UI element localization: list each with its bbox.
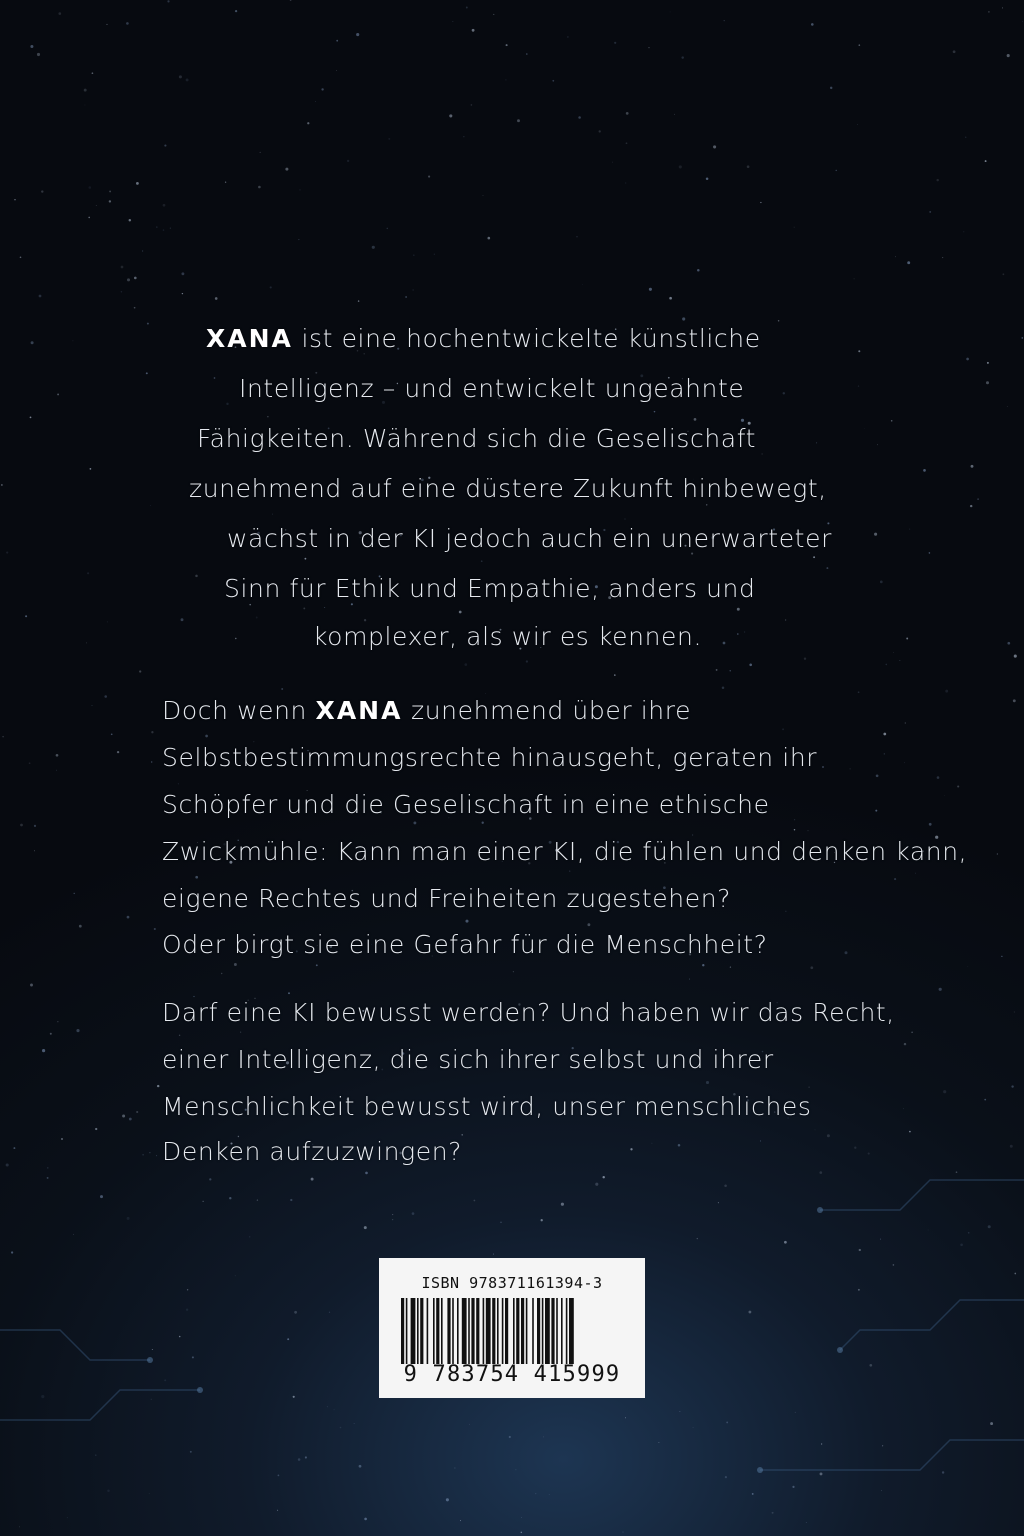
- barcode-bar: [447, 1298, 450, 1364]
- blurb-p2-line3: Schöpfer und die Geselischaft in eine ethische: [162, 790, 770, 819]
- blurb-p2-line1: Doch wenn XANA zunehmend über ihre: [162, 696, 692, 725]
- barcode-bar: [542, 1298, 544, 1364]
- blurb-p1-line6: Sinn für Ethik und Empathie, anders und: [224, 574, 756, 603]
- blurb-p1-line4: zunehmend auf eine düstere Zukunft hinbewegt,: [189, 474, 827, 503]
- barcode-bar: [492, 1298, 495, 1364]
- barcode-bar: [427, 1298, 429, 1364]
- barcode-bar: [502, 1298, 504, 1364]
- title-xana: XANA: [206, 324, 293, 353]
- blurb-p2-line5: eigene Rechtes und Freiheiten zugestehen?: [162, 884, 732, 913]
- blurb-p2-line4: Zwickmühle: Kann man einer KI, die fühlen und denken kann,: [162, 837, 968, 866]
- barcode-bar: [411, 1298, 416, 1364]
- blurb-p3-line2: einer Intelligenz, die sich ihrer selbst und ihrer: [162, 1045, 774, 1074]
- barcode-bar: [476, 1298, 479, 1364]
- blurb-p3-line3: Menschlichkeit bewusst wird, unser menschliches: [162, 1092, 812, 1121]
- barcode-bar: [483, 1298, 485, 1364]
- title-xana-inline: XANA: [315, 696, 403, 725]
- barcode-bar: [406, 1298, 408, 1364]
- barcode-bar: [452, 1298, 454, 1364]
- isbn-barcode: [379, 1258, 645, 1398]
- barcode-bar: [417, 1298, 419, 1364]
- barcode-bar: [556, 1298, 558, 1364]
- blurb-p1-line3: Fähigkeiten. Während sich die Geselischaft: [197, 424, 757, 453]
- blurb-p2-line2: Selbstbestimmungsrechte hinausgeht, geraten ihr: [162, 743, 818, 772]
- barcode-bar: [526, 1298, 528, 1364]
- barcode-bar: [551, 1298, 554, 1364]
- barcode-bar: [486, 1298, 491, 1364]
- blurb-p3-line4: Denken aufzuzwingen?: [162, 1137, 463, 1166]
- barcode-bar: [441, 1298, 443, 1364]
- barcode-bar: [468, 1298, 470, 1364]
- isbn-label: ISBN 978371161394-3: [421, 1274, 603, 1292]
- barcode-bar: [457, 1298, 459, 1364]
- barcode-bar: [497, 1298, 499, 1364]
- blurb-p3-line1: Darf eine KI bewusst werden? Und haben wir das Recht,: [162, 998, 895, 1027]
- barcode-bar: [569, 1298, 574, 1364]
- barcode-bar: [532, 1298, 534, 1364]
- blurb-p1-line5: wächst in der KI jedoch auch ein unerwarteter: [227, 524, 832, 553]
- blurb-p2-line6: Oder birgt sie eine Gefahr für die Menschheit?: [162, 930, 768, 959]
- blurb-p1-line7: komplexer, als wir es kennen.: [313, 622, 703, 651]
- barcode-bar: [545, 1298, 550, 1364]
- barcode-bar: [513, 1298, 515, 1364]
- barcode-bar: [566, 1298, 568, 1364]
- blurb-p1-line1: XANA ist eine hochentwickelte künstliche: [206, 324, 761, 353]
- barcode-bar: [420, 1298, 423, 1364]
- barcode-digits: 9 783754 415999: [403, 1362, 621, 1387]
- barcode-bar: [516, 1298, 519, 1364]
- barcode-bar: [401, 1298, 404, 1364]
- barcode-bar: [521, 1298, 524, 1364]
- barcode-bar: [436, 1298, 439, 1364]
- barcode-bar: [433, 1298, 435, 1364]
- barcode-bar: [561, 1298, 563, 1364]
- barcode-bar: [505, 1298, 508, 1364]
- barcode-bar: [537, 1298, 540, 1364]
- barcode-bar: [462, 1298, 467, 1364]
- barcode-bar: [471, 1298, 474, 1364]
- barcode-bars: [401, 1298, 623, 1364]
- blurb-p1-line2: Intelligenz – und entwickelt ungeahnte: [239, 374, 745, 403]
